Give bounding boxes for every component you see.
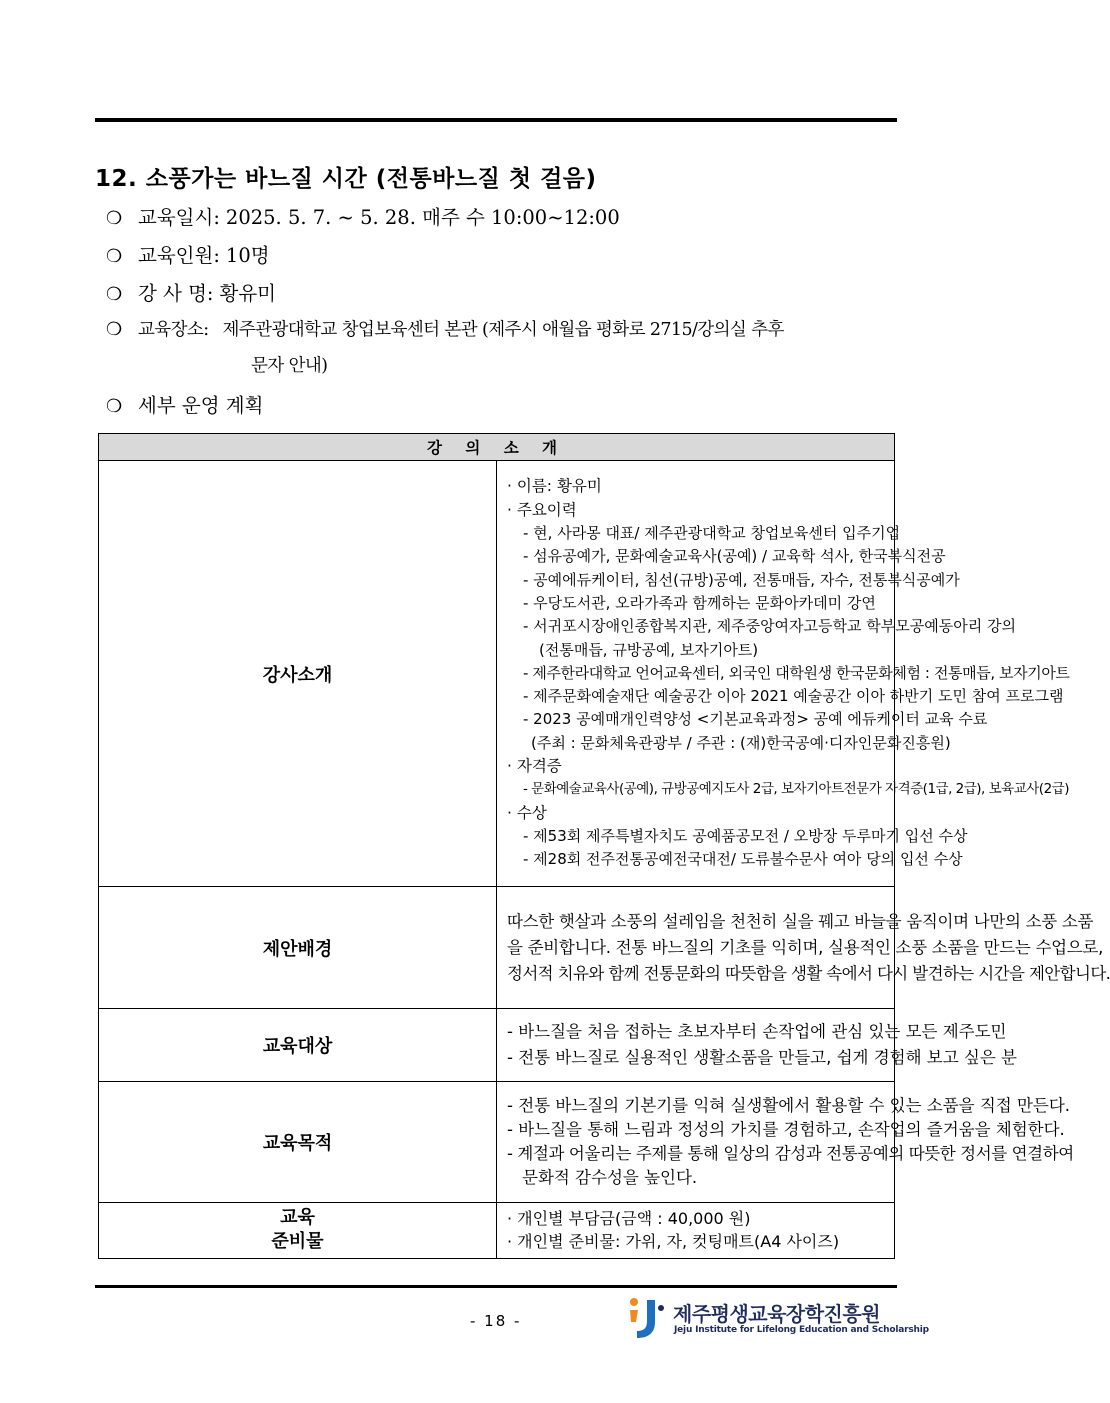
org-logo-icon: [625, 1296, 667, 1340]
text-line: - 현, 사라몽 대표/ 제주관광대학교 창업보육센터 입주기업: [523, 524, 901, 543]
text-line: 문화적 감수성을 높인다.: [522, 1168, 698, 1187]
text-line: (전통매듭, 규방공예, 보자기아트): [539, 640, 759, 659]
info-value: 2025. 5. 7. ~ 5. 28. 매주 수 10:00~12:00: [225, 206, 620, 229]
row-label-materials: [99, 1203, 497, 1259]
row-label-target: 교육대상: [99, 1009, 497, 1082]
info-label: 교육장소:: [138, 320, 209, 340]
info-label: 세부 운영 계획: [138, 394, 264, 417]
row-label-background: 제안배경: [99, 887, 497, 1009]
label-line: 준비물: [271, 1231, 324, 1253]
text-line: · 자격증: [507, 757, 562, 776]
info-label: 강 사 명:: [138, 282, 214, 305]
lecture-table: [98, 433, 1110, 1259]
text-line: 따스한 햇살과 소풍의 설레임을 천천히 실을 꿰고 바늘을 움직이며 나만의 소풍 소품: [507, 911, 1094, 931]
org-logo: [625, 1296, 929, 1340]
text-line: - 제주문화예술재단 예술공간 이아 2021 예술공간 이아 하반기 도민 참여 프로그램: [523, 687, 1064, 706]
text-line: - 제53회 제주특별자치도 공예품공모전 / 오방장 두루마기 입선 수상: [523, 826, 968, 845]
bottom-rule: [95, 1285, 897, 1288]
text-line: - 공예에듀케이터, 침선(규방)공예, 전통매듭, 자수, 전통복식공예가: [523, 570, 960, 589]
text-line: - 2023 공예매개인력양성 <기본교육과정> 공예 에듀케이터 교육 수료: [523, 710, 988, 729]
text-line: · 이름: 황유미: [507, 477, 602, 496]
goal-content: [497, 1082, 1074, 1203]
background-content: [497, 887, 1110, 1009]
circle-bullet-icon: ❍: [106, 246, 123, 267]
text-line: - 서귀포시장애인종합복지관, 제주중앙여자고등학교 학부모공예동아리 강의: [523, 617, 1016, 636]
section-title: 12. 소풍가는 바느질 시간 (전통바느질 첫 걸음): [95, 166, 597, 192]
text-line: - 제주한라대학교 언어교육센터, 외국인 대학원생 한국문화체험 : 전통매듭, 보자기아트: [523, 663, 1070, 682]
info-value: 제주관광대학교 창업보육센터 본관 (제주시 애월읍 평화로 2715/강의실 추후: [222, 320, 784, 340]
materials-content: [497, 1203, 895, 1259]
circle-bullet-icon: ❍: [106, 396, 123, 417]
info-venue-continuation: 문자 안내): [251, 356, 328, 376]
text-line: · 주요이력: [507, 500, 577, 519]
text-line: - 전통 바느질의 기본기를 익혀 실생활에서 활용할 수 있는 소품을 직접 만든다.: [507, 1096, 1071, 1115]
text-line: - 문화예술교육사(공예), 규방공예지도사 2급, 보자기아트전문가 자격증(1급, 2급), 보육교사(2급): [523, 781, 1069, 798]
info-value: 10명: [225, 244, 270, 267]
text-line: 을 준비합니다. 전통 바느질의 기초를 익히며, 실용적인 소풍 소품을 만드는 수업으로,: [507, 937, 1104, 957]
text-line: · 개인별 부담금(금액 : 40,000 원): [507, 1209, 751, 1228]
info-value: 황유미: [219, 282, 276, 305]
page-number: - 18 -: [470, 1312, 522, 1330]
top-rule: [95, 118, 897, 122]
text-line: 정서적 치유와 함께 전통문화의 따뜻함을 생활 속에서 다시 발견하는 시간을 제안합니다.: [507, 963, 1110, 983]
info-label: 교육일시:: [138, 206, 220, 229]
org-name-english: Jeju Institute for Lifelong Education and Scholarship: [674, 1325, 929, 1335]
row-label-goal: 교육목적: [99, 1082, 497, 1203]
label-line: 교육: [280, 1207, 315, 1229]
text-line: - 섬유공예가, 문화예술교육사(공예) / 교육학 석사, 한국복식전공: [523, 547, 946, 566]
info-label: 교육인원:: [138, 244, 220, 267]
text-line: · 수상: [507, 803, 547, 822]
circle-bullet-icon: ❍: [106, 284, 123, 305]
info-plan: [106, 390, 263, 418]
instructor-intro-content: [497, 461, 1070, 887]
circle-bullet-icon: ❍: [106, 319, 122, 340]
text-line: - 전통 바느질로 실용적인 생활소품을 만들고, 쉽게 경험해 보고 싶은 분: [507, 1048, 1017, 1067]
text-line: · 개인별 준비물: 가위, 자, 컷팅매트(A4 사이즈): [507, 1232, 840, 1252]
info-people: [106, 240, 270, 268]
text-line: - 바느질을 통해 느림과 정성의 가치를 경험하고, 손작업의 즐거움을 체험한다.: [507, 1120, 1065, 1139]
text-line: - 계절과 어울리는 주제를 통해 일상의 감성과 전통공예의 따뜻한 정서를 연결하여: [507, 1144, 1074, 1163]
text-line: - 우당도서관, 오라가족과 함께하는 문화아카데미 강연: [523, 593, 876, 612]
text-line: - 바느질을 처음 접하는 초보자부터 손작업에 관심 있는 모든 제주도민: [507, 1022, 1007, 1041]
text-line: (주최 : 문화체육관광부 / 주관 : (재)한국공예·디자인문화진흥원): [531, 733, 951, 752]
row-label-instructor: 강사소개: [99, 461, 497, 887]
target-content: [497, 1009, 1017, 1082]
circle-bullet-icon: ❍: [106, 208, 123, 229]
info-instructor: [106, 278, 276, 306]
info-venue: [106, 316, 896, 341]
info-date: [106, 202, 620, 230]
org-name: 제주평생교육장학진흥원: [673, 1302, 881, 1326]
text-line: - 제28회 전주전통공예전국대전/ 도류불수문사 여아 당의 입선 수상: [523, 850, 963, 869]
table-header: 강 의 소 개: [99, 434, 895, 461]
